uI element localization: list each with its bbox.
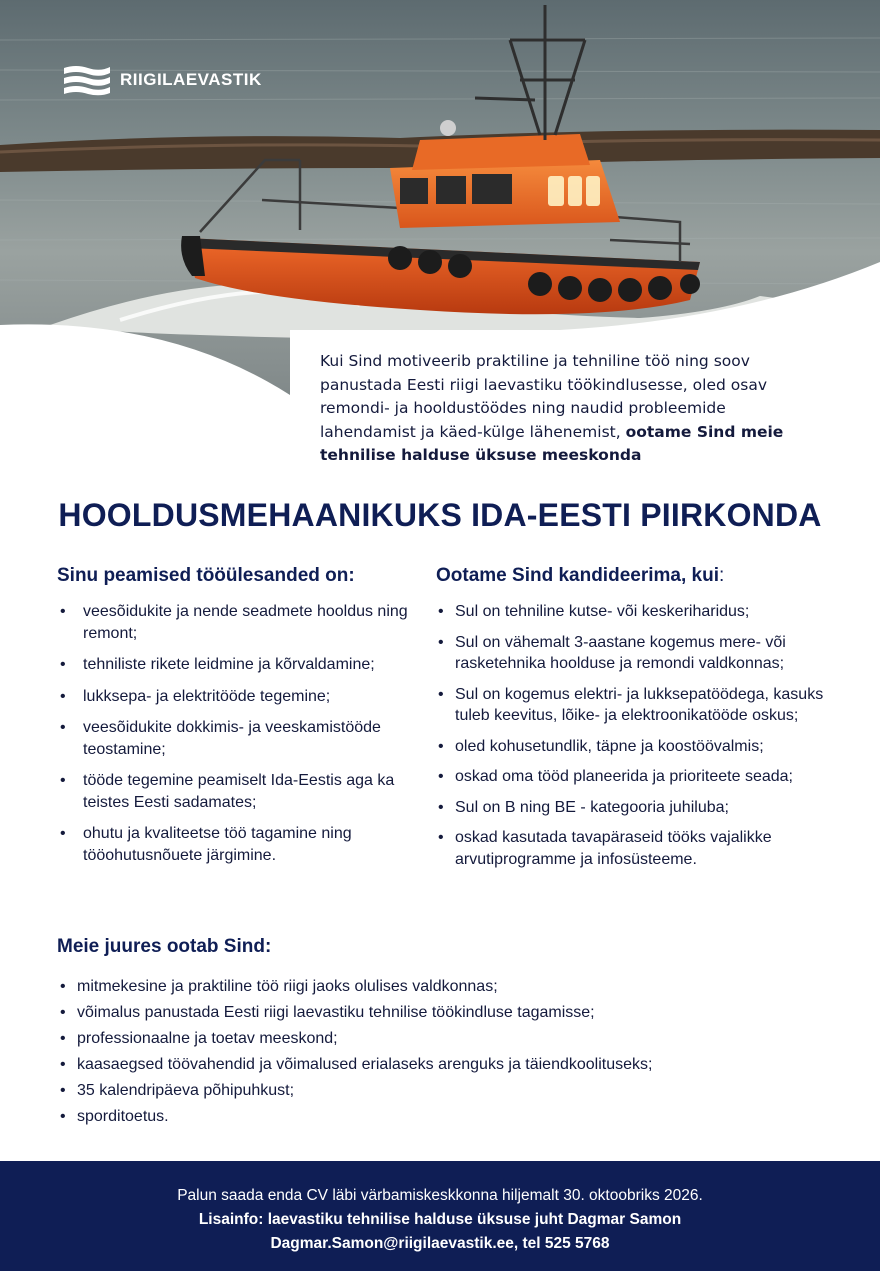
list-item: • võimalus panustada Eesti riigi laevastiku tehnilise töökindluse tagamisse; [57, 1002, 837, 1024]
intro-bold-text: ootame Sind meie tehnilise halduse üksuse meeskonda [320, 422, 784, 464]
list-item: • kaasaegsed töövahendid ja võimalused erialaseks arenguks ja täiendkoolituseks; [57, 1054, 837, 1076]
requirements-section [436, 565, 846, 879]
bullet: • [60, 772, 66, 789]
requirements-list [436, 601, 846, 870]
bullet: • [438, 829, 444, 846]
list-item: • oled kohusetundlik, täpne ja koostöövalmis; [436, 736, 846, 758]
list-item: • Sul on B ning BE - kategooria juhiluba; [436, 797, 846, 819]
bullet: • [438, 685, 444, 703]
benefits-section [57, 936, 837, 1132]
list-item: • veesõidukite ja nende seadmete hooldus ning remont; [60, 603, 408, 642]
bullet: • [438, 633, 444, 651]
list-item: • Sul on tehniline kutse- või keskeriharidus; [436, 601, 846, 623]
list-item: • Sul on vähemalt 3-aastane kogemus mere- või rasketehnika hoolduse ja remondi valdkonnas; [438, 633, 786, 672]
brand-name: RIIGILAEVASTIK [120, 70, 262, 89]
list-item: • oskad kasutada tavapäraseid tööks vajalikke arvutiprogramme ja infosüsteeme. [438, 829, 772, 868]
application-deadline: Palun saada enda CV läbi värbamiskeskkonna hiljemalt 30. oktoobriks 2026. [177, 1187, 703, 1204]
bullet: • [60, 656, 66, 673]
list-item: • 35 kalendripäeva põhipuhkust; [57, 1080, 837, 1102]
intro-paragraph [320, 350, 790, 468]
brand-logo [62, 64, 262, 96]
bullet: • [60, 719, 66, 736]
bullet: • [438, 737, 444, 755]
bullet: • [60, 603, 66, 620]
requirements-heading: Ootame Sind kandideerima, kui: [436, 565, 725, 586]
bullet: • [60, 978, 66, 995]
bullet: • [60, 1056, 66, 1073]
bullet: • [60, 1030, 66, 1047]
page-title: HOOLDUSMEHAANIKUKS IDA-EESTI PIIRKONDA [58, 497, 822, 533]
list-item: • lukksepa- ja elektritööde tegemine; [57, 686, 417, 708]
intro-text: Kui Sind motiveerib praktiline ja tehniline töö ning soov panustada Eesti riigi laevastiku töökindlusesse, oled osav remondi- ja hooldustöödes ning naudid probleemide lahendamist ja käed-külge lähenemist, [320, 352, 767, 441]
list-item: • professionaalne ja toetav meeskond; [57, 1028, 837, 1050]
benefits-list [57, 976, 837, 1128]
list-item: • Sul on kogemus elektri- ja lukksepatöödega, kasuks tuleb keevitus, lõike- ja elektroonikatööde oskus; [438, 685, 824, 724]
list-item: • oskad oma tööd planeerida ja prioriteete seada; [436, 766, 846, 788]
benefits-heading: Meie juures ootab Sind: [57, 936, 272, 957]
bullet: • [438, 768, 444, 785]
wave-logo-icon [62, 64, 112, 96]
bullet: • [438, 798, 444, 816]
bullet: • [438, 603, 444, 620]
contact-footer [0, 1161, 880, 1271]
list-item: • tööde tegemine peamiselt Ida-Eestis aga ka teistes Eesti sadamates; [60, 772, 395, 811]
tasks-list [57, 601, 417, 866]
list-item: • tehniliste rikete leidmine ja kõrvaldamine; [57, 654, 417, 676]
list-item: • mitmekesine ja praktiline töö riigi jaoks olulises valdkonnas; [57, 976, 837, 998]
tasks-heading: Sinu peamised tööülesanded on: [57, 565, 355, 586]
bullet: • [60, 1108, 66, 1125]
list-item: • sporditoetus. [57, 1106, 837, 1128]
bullet: • [60, 1082, 66, 1099]
bullet: • [60, 1004, 66, 1021]
contact-person: Lisainfo: laevastiku tehnilise halduse üksuse juht Dagmar Samon [198, 1211, 682, 1228]
list-item: • ohutu ja kvaliteetse töö tagamine ning tööohutusnõuete järgimine. [60, 825, 352, 864]
bullet: • [60, 687, 66, 705]
bullet: • [60, 825, 66, 842]
tasks-section [57, 565, 417, 876]
contact-email-link[interactable]: Dagmar.Samon@riigilaevastik.ee, tel 525 5768 [270, 1235, 610, 1252]
list-item: • veesõidukite dokkimis- ja veeskamistööde teostamine; [60, 719, 381, 758]
